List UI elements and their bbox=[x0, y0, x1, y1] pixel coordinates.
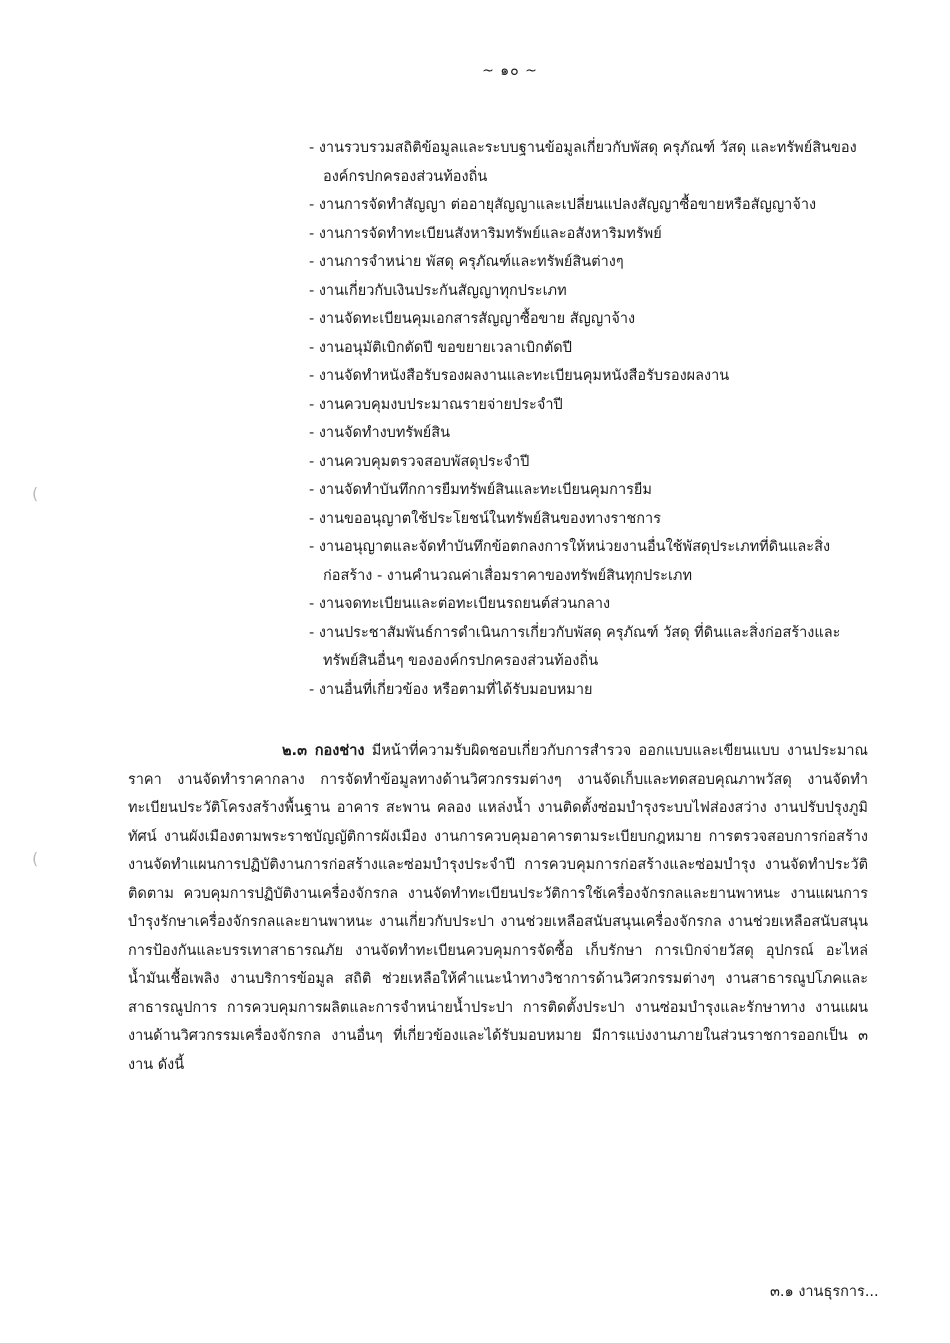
list-item: - งานอนุมัติเบิกตัดปี ขอขยายเวลาเบิกตัดปี bbox=[309, 339, 572, 356]
list-item: - งานอื่นที่เกี่ยวข้อง หรือตามที่ได้รับมอบหมาย bbox=[309, 681, 593, 698]
binding-hole-mark: ( bbox=[32, 484, 39, 503]
section-heading: ๒.๓ กองช่าง bbox=[282, 743, 365, 759]
list-item: - งานการจัดทำสัญญา ต่ออายุสัญญาและเปลี่ยนแปลงสัญญาซื้อขายหรือสัญญาจ้าง bbox=[309, 197, 817, 213]
list-item: - งานรวบรวมสถิติข้อมูลและระบบฐานข้อมูลเกี่ยวกับพัสดุ ครุภัณฑ์ วัสดุ และทรัพย์สินขององค์กรปกครองส่วนท้องถิ่น bbox=[309, 140, 857, 185]
list-item: - งานจัดทะเบียนคุมเอกสารสัญญาซื้อขาย สัญญาจ้าง bbox=[309, 311, 636, 327]
list-item: - งานจัดทำงบทรัพย์สิน bbox=[309, 425, 451, 441]
list-item: - งานจัดทำหนังสือรับรองผลงานและทะเบียนคุมหนังสือรับรองผลงาน bbox=[309, 368, 730, 384]
duty-list bbox=[309, 134, 869, 704]
list-item: - งานเกี่ยวกับเงินประกันสัญญาทุกประเภท bbox=[309, 282, 567, 299]
list-item: - งานควบคุมงบประมาณรายจ่ายประจำปี bbox=[309, 396, 563, 413]
section-paragraph bbox=[128, 737, 868, 1079]
list-item: - งานประชาสัมพันธ์การดำเนินการเกี่ยวกับพัสดุ ครุภัณฑ์ วัสดุ ที่ดินและสิ่งก่อสร้างและทรัพย์สินอื่นๆ ขององค์กรปกครองส่วนท้องถิ่น bbox=[309, 624, 841, 669]
list-item: - งานขออนุญาตใช้ประโยชน์ในทรัพย์สินของทางราชการ bbox=[309, 510, 661, 527]
list-item: - งานจัดทำบันทึกการยืมทรัพย์สินและทะเบียนคุมการยืม bbox=[309, 482, 652, 498]
list-item: - งานควบคุมตรวจสอบพัสดุประจำปี bbox=[309, 453, 530, 470]
binding-hole-mark: ( bbox=[32, 849, 39, 868]
continuation-marker: ๓.๑ งานธุรการ... bbox=[770, 1284, 879, 1300]
list-item: - งานอนุญาตและจัดทำบันทึกข้อตกลงการให้หน่วยงานอื่นใช้พัสดุประเภทที่ดินและสิ่งก่อสร้าง - งานคำนวณค่าเสื่อมราคาของทรัพย์สินทุกประเภท bbox=[309, 539, 831, 584]
list-item: - งานการจัดทำทะเบียนสังหาริมทรัพย์และอสังหาริมทรัพย์ bbox=[309, 225, 662, 242]
list-item: - งานการจำหน่าย พัสดุ ครุภัณฑ์และทรัพย์สินต่างๆ bbox=[309, 254, 624, 270]
page-number: ~ ๑๐ ~ bbox=[482, 63, 538, 79]
list-item: - งานจดทะเบียนและต่อทะเบียนรถยนต์ส่วนกลาง bbox=[309, 596, 611, 612]
section-body: มีหน้าที่ความรับผิดชอบเกี่ยวกับการสำรวจ ออกแบบและเขียนแบบ งานประมาณราคา งานจัดทำราคากลาง การจัดทำข้อมูลทางด้านวิศวกรรมต่างๆ งานจัดเก็บและทดสอบคุณภาพวัสดุ งานจัดทำทะเบียนประวัติโครงสร้างพื้นฐาน อาคาร สะพาน คลอง แหล่งน้ำ งานติดตั้งซ่อมบำรุงระบบไฟส่องสว่าง งานปรับปรุงภูมิทัศน์ งานผังเมืองตามพระราชบัญญัติการผังเมือง งานการควบคุมอาคารตามระเบียบกฎหมาย การตรวจสอบการก่อสร้าง งานจัดทำแผนการปฏิบัติงานการก่อสร้างและซ่อมบำรุงประจำปี การควบคุมการก่อสร้างและซ่อมบำรุง งานจัดทำประวัติ ติดตาม ควบคุมการปฏิบัติงานเครื่องจักรกล งานจัดทำทะเบียนประวัติการใช้เครื่องจักรกลและยานพาหนะ งานแผนการบำรุงรักษาเครื่องจักรกลและยานพาหนะ งานเกี่ยวกับประปา งานช่วยเหลือสนับสนุนเครื่องจักรกล งานช่วยเหลือสนับสนุนการป้องกันและบรรเทาสาธารณภัย งานจัดทำทะเบียนควบคุมการจัดซื้อ เก็บรักษา การเบิกจ่ายวัสดุ อุปกรณ์ อะไหล่ น้ำมันเชื้อเพลิง งานบริการข้อมูล สถิติ ช่วยเหลือให้คำแนะนำทางวิชาการด้านวิศวกรรมต่างๆ งานสาธารณูปโภคและสาธารณูปการ การควบคุมการผลิตและการจำหน่ายน้ำประปา การติดตั้งประปา งานซ่อมบำรุงและรักษาทาง งานแผนงานด้านวิศวกรรมเครื่องจักรกล งานอื่นๆ ที่เกี่ยวข้องและได้รับมอบหมาย มีการแบ่งงานภายในส่วนราชการออกเป็น ๓ งาน ดังนี้ bbox=[128, 743, 868, 1073]
